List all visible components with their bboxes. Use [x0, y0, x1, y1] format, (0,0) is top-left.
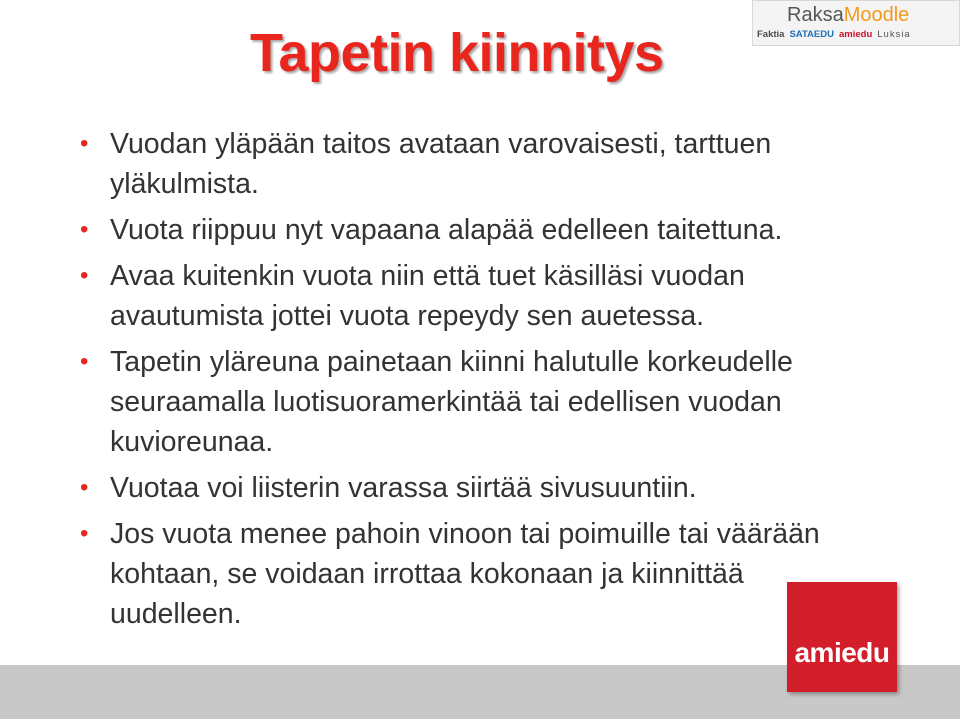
partner-sataedu: SATAEDU	[789, 29, 834, 40]
partner-logos	[757, 29, 911, 40]
bullet-item	[80, 256, 870, 336]
bullet-text: Vuodan yläpään taitos avataan varovaisesti, tarttuen yläkulmista.	[110, 128, 772, 200]
moodle-text: Moodle	[843, 4, 910, 26]
partner-faktia: Faktia	[757, 29, 785, 40]
bullet-text: Vuotaa voi liisterin varassa siirtää sivusuuntiin.	[110, 472, 697, 504]
bullet-text: Jos vuota menee pahoin vinoon tai poimuille tai väärään kohtaan, se voidaan irrottaa kokonaan ja kiinnittää uudelleen.	[110, 518, 820, 630]
bullet-item	[80, 468, 870, 508]
bullet-dot-icon: •	[80, 262, 89, 289]
bullet-text: Vuota riippuu nyt vapaana alapää edelleen taitettuna.	[110, 214, 783, 246]
bullet-dot-icon: •	[80, 474, 89, 501]
bullet-item	[80, 342, 870, 462]
amiedu-logo-text: amiedu	[794, 637, 890, 668]
bullet-dot-icon: •	[80, 520, 89, 547]
bullet-dot-icon: •	[80, 130, 89, 157]
slide-title: Tapetin kiinnitys	[250, 23, 664, 83]
bullet-text: Tapetin yläreuna painetaan kiinni halutulle korkeudelle seuraamalla luotisuoramerkintää tai edellisen vuodan kuvioreunaa.	[110, 346, 793, 458]
bullet-text: Avaa kuitenkin vuota niin että tuet käsilläsi vuodan avautumista jottei vuota repeydy sen auetessa.	[110, 260, 745, 332]
bullet-item	[80, 124, 870, 204]
bullet-item	[80, 514, 870, 634]
raksamoodle-wordmark	[787, 4, 909, 27]
partner-luksia: Luksia	[877, 29, 911, 40]
bullet-item	[80, 210, 870, 250]
raksa-text: Raksa	[787, 4, 844, 26]
bullet-dot-icon: •	[80, 348, 89, 375]
raksamoodle-logo	[752, 0, 960, 46]
bullet-dot-icon: •	[80, 216, 89, 243]
partner-amiedu: amiedu	[838, 29, 873, 40]
amiedu-logo	[787, 582, 897, 692]
bullet-list	[80, 124, 870, 640]
